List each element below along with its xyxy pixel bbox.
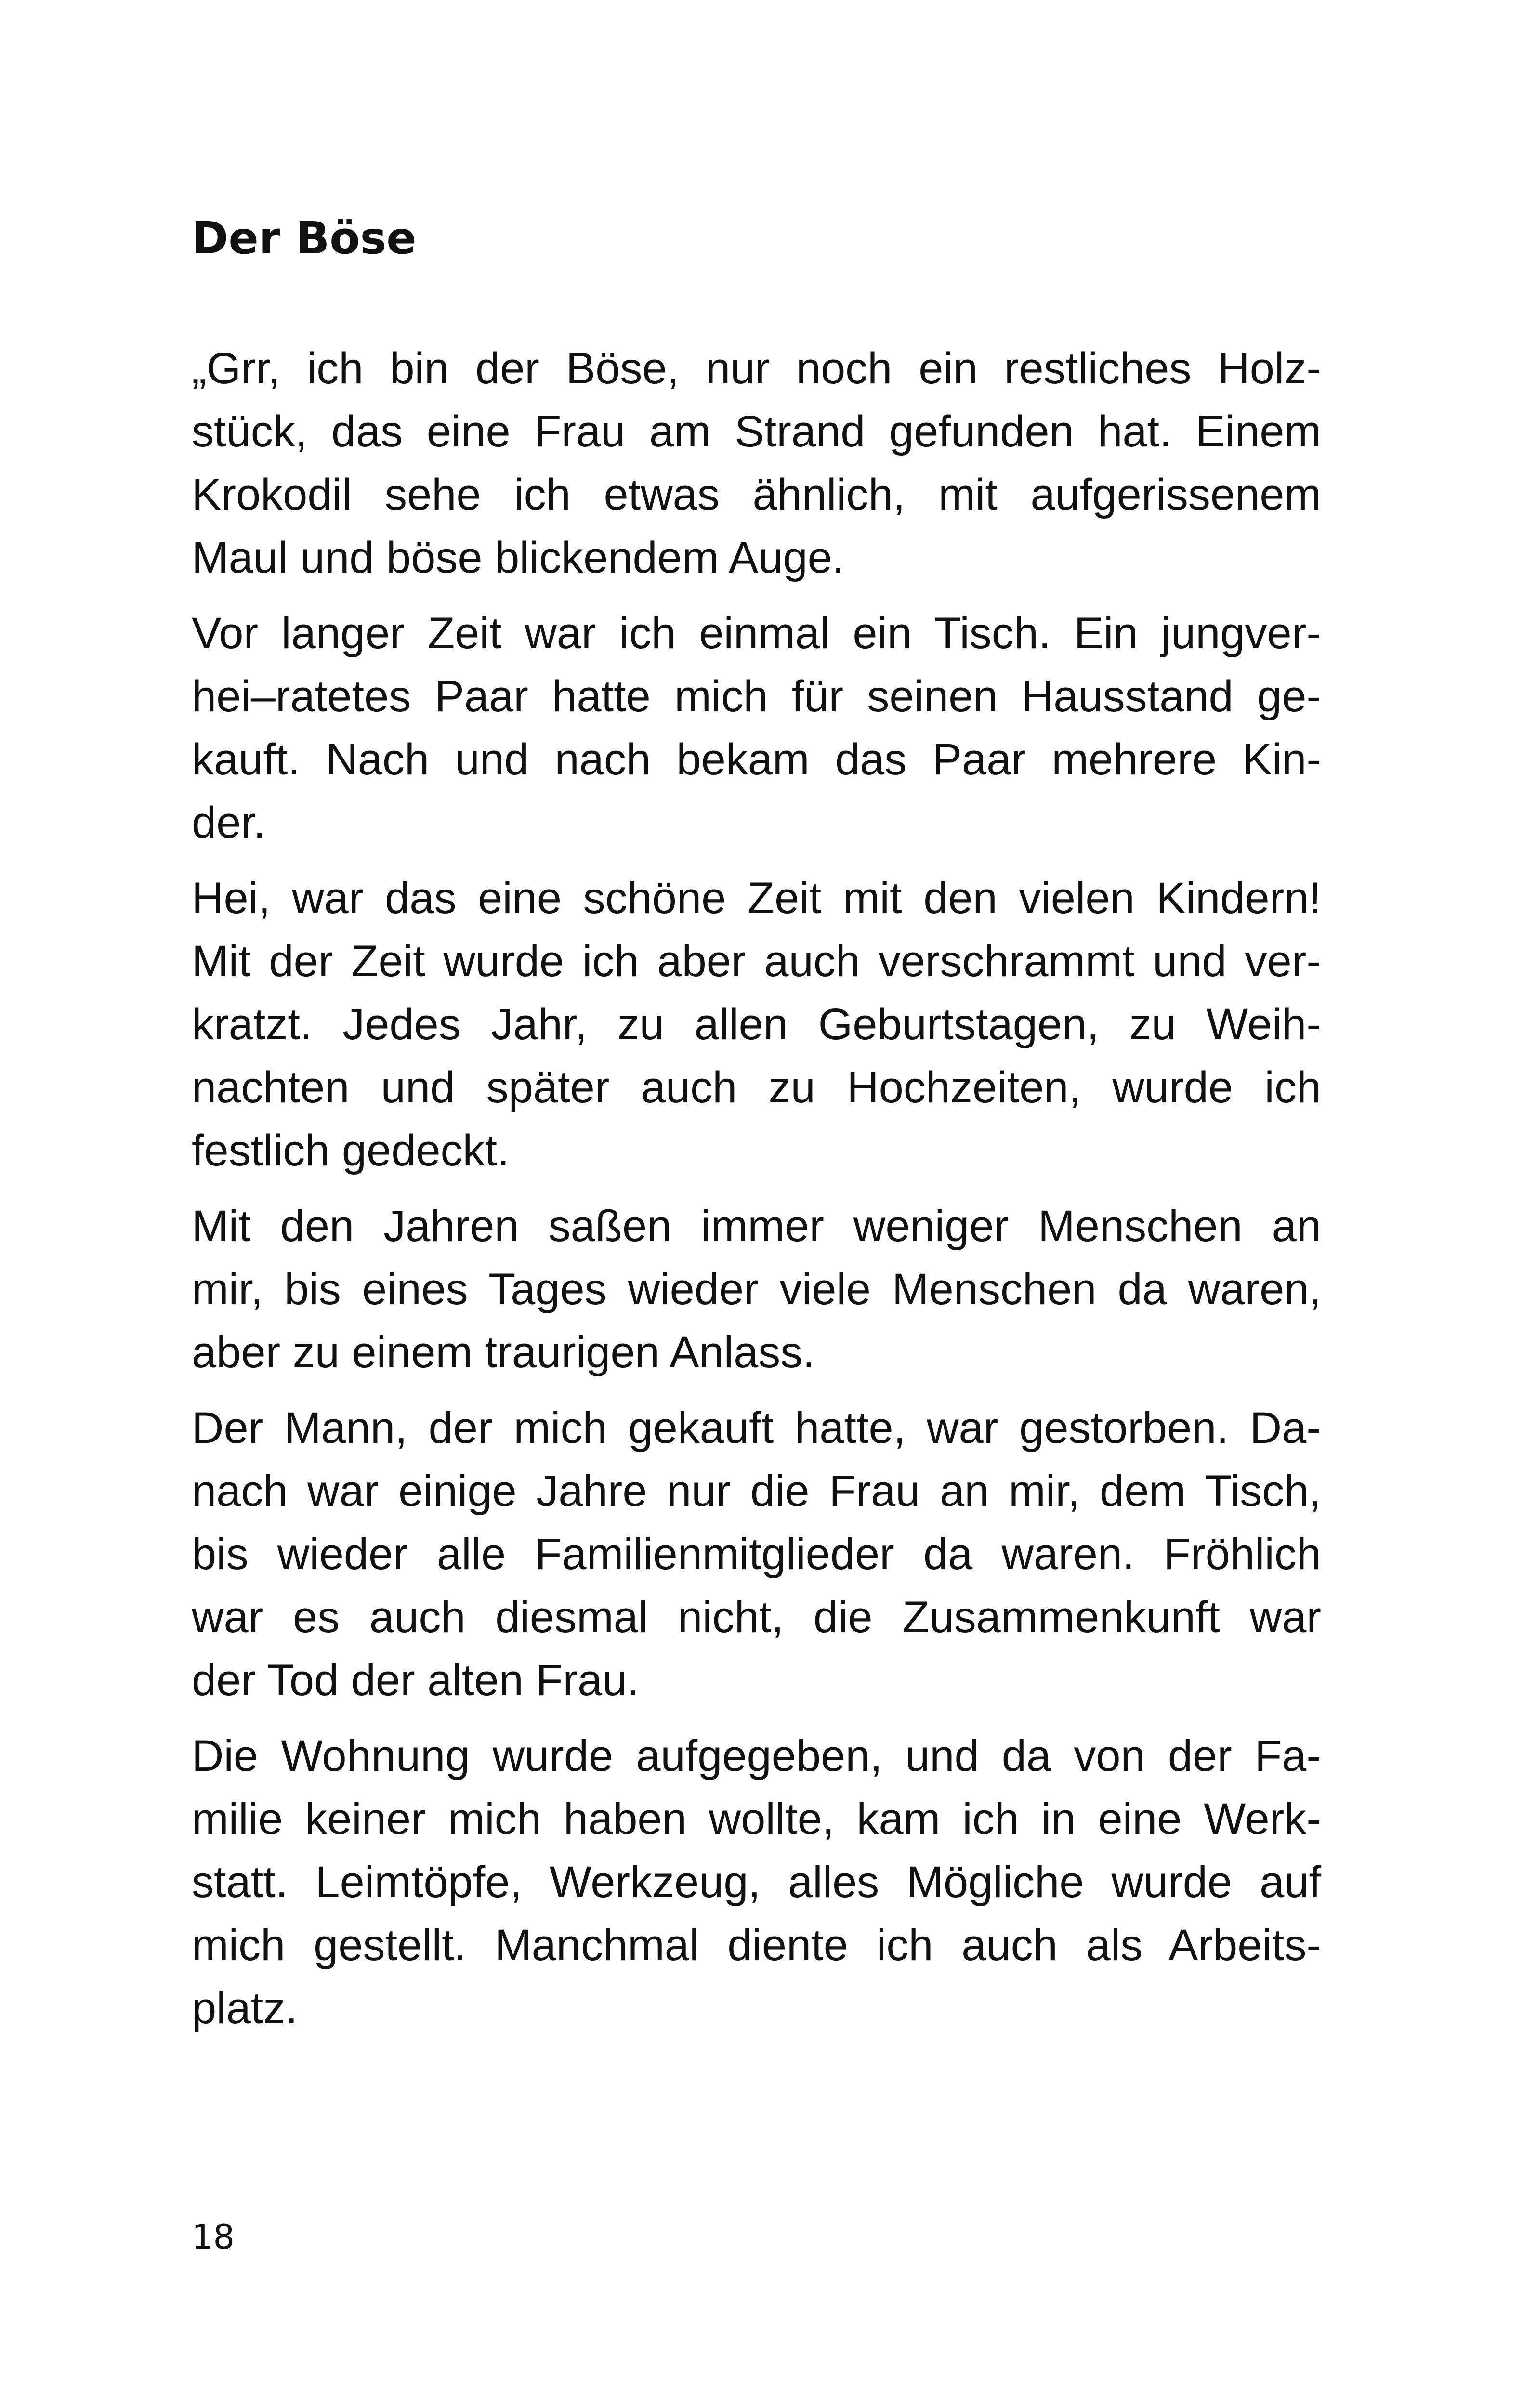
text-line: aber zu einem traurigen Anlass.: [192, 1328, 815, 1377]
text-line: mich gestellt. Manchmal diente ich auch als Arbeits-: [192, 1921, 1321, 1970]
text-line: Maul und böse blickendem Auge.: [192, 533, 845, 582]
text-line: war es auch diesmal nicht, die Zusammenkunft war: [192, 1593, 1321, 1642]
text-line: kratzt. Jedes Jahr, zu allen Geburtstagen, zu Weih-: [192, 1000, 1321, 1049]
text-line: nach war einige Jahre nur die Frau an mir, dem Tisch,: [192, 1466, 1321, 1516]
paragraph-1: [192, 337, 1321, 589]
text-line: mir, bis eines Tages wieder viele Menschen da waren,: [192, 1265, 1321, 1314]
text-line: Mit den Jahren saßen immer weniger Menschen an: [192, 1202, 1321, 1251]
paragraph-3: [192, 867, 1321, 1182]
text-line: festlich gedeckt.: [192, 1126, 510, 1175]
text-line: platz.: [192, 1984, 298, 2033]
text-line: hei–ratetes Paar hatte mich für seinen Hausstand ge-: [192, 672, 1321, 721]
page-number: 18: [192, 2217, 235, 2257]
text-line: „Grr, ich bin der Böse, nur noch ein restliches Holz-: [192, 344, 1321, 393]
text-line: bis wieder alle Familienmitglieder da waren. Fröhlich: [192, 1530, 1321, 1579]
body-text: [192, 337, 1321, 2053]
text-line: Vor langer Zeit war ich einmal ein Tisch. Ein jungver-: [192, 609, 1321, 658]
text-line: Die Wohnung wurde aufgegeben, und da von der Fa-: [192, 1731, 1321, 1780]
text-line: der.: [192, 798, 266, 847]
paragraph-4: [192, 1195, 1321, 1384]
text-line: statt. Leimtöpfe, Werkzeug, alles Mögliche wurde auf: [192, 1858, 1321, 1907]
paragraph-6: [192, 1725, 1321, 2040]
text-line: Der Mann, der mich gekauft hatte, war gestorben. Da-: [192, 1403, 1321, 1453]
text-line: kauft. Nach und nach bekam das Paar mehrere Kin-: [192, 735, 1321, 784]
text-line: Mit der Zeit wurde ich aber auch verschrammt und ver-: [192, 937, 1321, 986]
text-line: nachten und später auch zu Hochzeiten, wurde ich: [192, 1063, 1321, 1112]
text-line: Hei, war das eine schöne Zeit mit den vielen Kindern!: [192, 874, 1321, 923]
text-line: der Tod der alten Frau.: [192, 1656, 640, 1705]
text-line: milie keiner mich haben wollte, kam ich in eine Werk-: [192, 1794, 1321, 1844]
text-line: Krokodil sehe ich etwas ähnlich, mit aufgerissenem: [192, 470, 1321, 519]
paragraph-2: [192, 602, 1321, 854]
text-line: stück, das eine Frau am Strand gefunden hat. Einem: [192, 407, 1321, 456]
chapter-title: Der Böse: [192, 212, 417, 264]
paragraph-5: [192, 1397, 1321, 1712]
